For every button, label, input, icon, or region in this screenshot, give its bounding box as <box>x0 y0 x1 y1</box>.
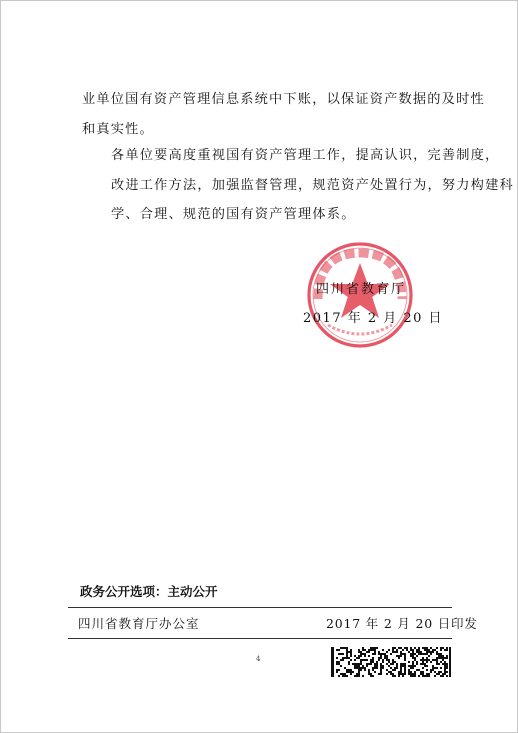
issue-date: 2017 年 2 月 20 日印发 <box>326 616 478 631</box>
footer-divider <box>68 638 452 639</box>
body-paragraph-2 <box>82 141 514 230</box>
signature-issuer: 四川省教育厅 <box>316 282 407 297</box>
body-paragraph-1 <box>82 85 485 144</box>
signature-date: 2017 年 2 月 20 日 <box>303 311 444 326</box>
barcode-icon <box>331 647 451 677</box>
footer-divider <box>68 607 452 608</box>
paragraph-line: 业单位国有资产管理信息系统中下账，以保证资产数据的及时性 <box>82 92 485 107</box>
page-number: 4 <box>256 655 261 663</box>
paragraph-line: 各单位要高度重视国有资产管理工作，提高认识，完善制度， <box>111 148 500 163</box>
paragraph-line: 和真实性。 <box>82 121 154 137</box>
paragraph-line: 学、合理、规范的国有资产管理体系。 <box>111 207 356 222</box>
disclosure-option: 政务公开选项：主动公开 <box>80 584 218 599</box>
issuing-office: 四川省教育厅办公室 <box>78 616 200 631</box>
paragraph-line: 改进工作方法，加强监督管理，规范资产处置行为，努力构建科 <box>111 177 514 193</box>
